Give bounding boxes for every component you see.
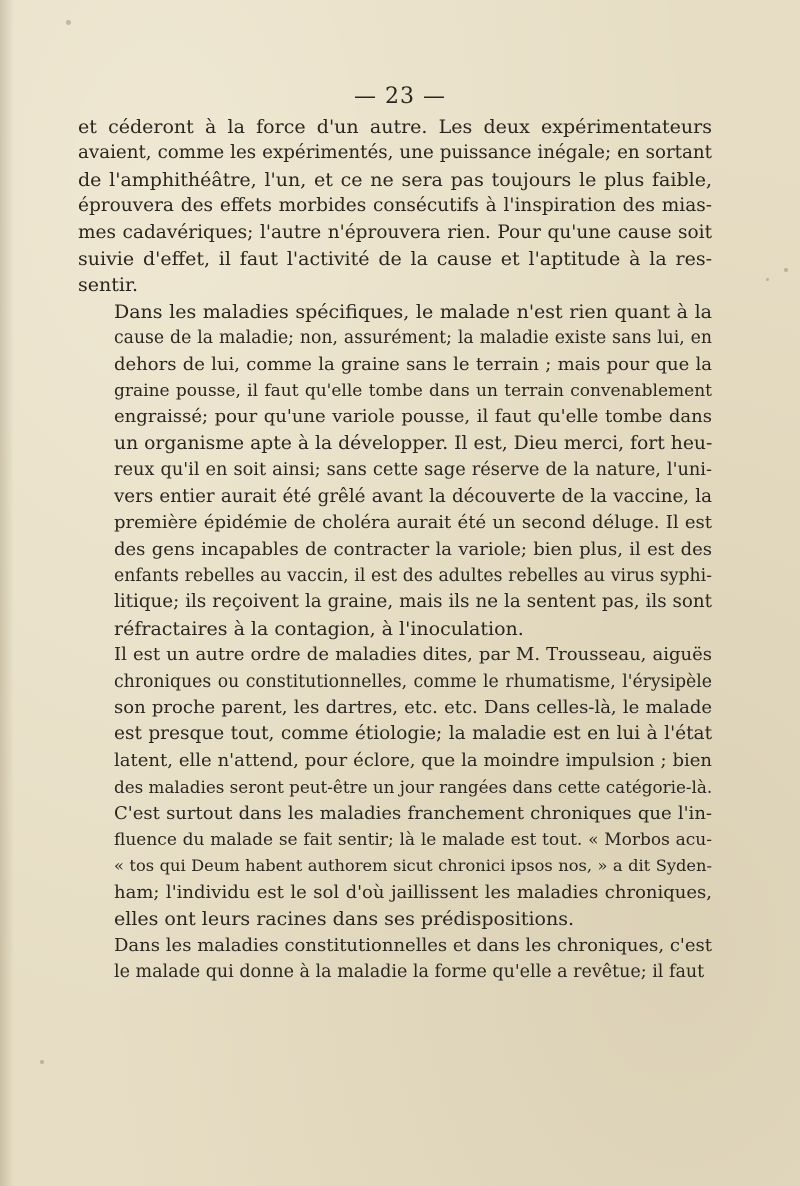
text-line: et céderont à la force d'un autre. Les deux expérimentateurs <box>78 116 712 138</box>
text-line: éprouvera des effets morbides consécutifs à l'inspiration des mias- <box>78 195 712 217</box>
text-line: le malade qui donne à la maladie la forme qu'elle a revêtue; il faut <box>114 962 705 982</box>
paragraph <box>78 801 712 933</box>
text-line: Dans les maladies constitutionnelles et dans les chroniques, c'est <box>114 934 712 956</box>
text-line: mes cadavériques; l'autre n'éprouvera rien. Pour qu'une cause soit <box>78 221 712 243</box>
text-line: ham; l'individu est le sol d'où jaillissent les maladies chroniques, <box>114 881 712 903</box>
paper-spot <box>784 268 788 272</box>
text-line: sentir. <box>78 274 138 297</box>
text-line: graine pousse, il faut qu'elle tombe dans un terrain convenablement <box>114 381 712 402</box>
paragraph <box>78 642 712 800</box>
text-line: cause de la maladie; non, assurément; la maladie existe sans lui, en <box>114 328 712 349</box>
text-line: « tos qui Deum habent authorem sicut chronici ipsos nos, » a dit Syden- <box>114 856 712 876</box>
text-line: son proche parent, les dartres, etc. etc. Dans celles-là, le malade <box>114 696 712 718</box>
text-line: suivie d'effet, il faut l'activité de la cause et l'aptitude à la res- <box>78 248 712 271</box>
text-line: engraissé; pour qu'une variole pousse, il faut qu'elle tombe dans <box>114 406 712 428</box>
paper-spot <box>766 278 769 281</box>
text-line: réfractaires à la contagion, à l'inoculation. <box>114 617 524 640</box>
text-line: latent, elle n'attend, pour éclore, que la moindre impulsion ; bien <box>114 749 712 771</box>
page-number: — 23 — <box>354 84 446 109</box>
paragraph <box>78 933 712 986</box>
text-line: des maladies seront peut-être un jour rangées dans cette catégorie-là. <box>114 777 713 798</box>
text-line: Dans les maladies spécifiques, le malade n'est rien quant à la <box>114 300 712 323</box>
paragraph <box>78 299 712 642</box>
text-line: des gens incapables de contracter la variole; bien plus, il est des <box>114 538 712 560</box>
text-line: vers entier aurait été grêlé avant la découverte de la vaccine, la <box>114 485 712 507</box>
text-line: fluence du malade se fait sentir; là le malade est tout. « Morbos acu- <box>114 829 712 850</box>
text-line: C'est surtout dans les maladies franchement chroniques que l'in- <box>114 802 712 824</box>
text-line: enfants rebelles au vaccin, il est des adultes rebelles au virus syphi- <box>114 565 712 586</box>
paper-spot <box>66 20 71 25</box>
text-line: un organisme apte à la développer. Il est, Dieu merci, fort heu- <box>114 432 713 454</box>
text-line: première épidémie de choléra aurait été un second déluge. Il est <box>114 512 712 534</box>
body-text <box>78 114 712 985</box>
text-line: avaient, comme les expérimentés, une puissance inégale; en sortant <box>78 142 712 164</box>
text-line: est presque tout, comme étiologie; la maladie est en lui à l'état <box>114 723 712 745</box>
text-line: chroniques ou constitutionnelles, comme le rhumatisme, l'érysipèle <box>114 671 712 692</box>
text-line: litique; ils reçoivent la graine, mais ils ne la sentent pas, ils sont <box>114 591 712 613</box>
paper-spot <box>40 1060 44 1064</box>
text-line: elles ont leurs racines dans ses prédispositions. <box>114 908 574 931</box>
text-line: reux qu'il en soit ainsi; sans cette sage réserve de la nature, l'uni- <box>114 460 712 481</box>
text-line: de l'amphithéâtre, l'un, et ce ne sera pas toujours le plus faible, <box>78 168 712 191</box>
text-line: dehors de lui, comme la graine sans le terrain ; mais pour que la <box>114 353 712 375</box>
paragraph <box>78 114 712 299</box>
text-line: Il est un autre ordre de maladies dites, par M. Trousseau, aiguës <box>114 644 712 666</box>
